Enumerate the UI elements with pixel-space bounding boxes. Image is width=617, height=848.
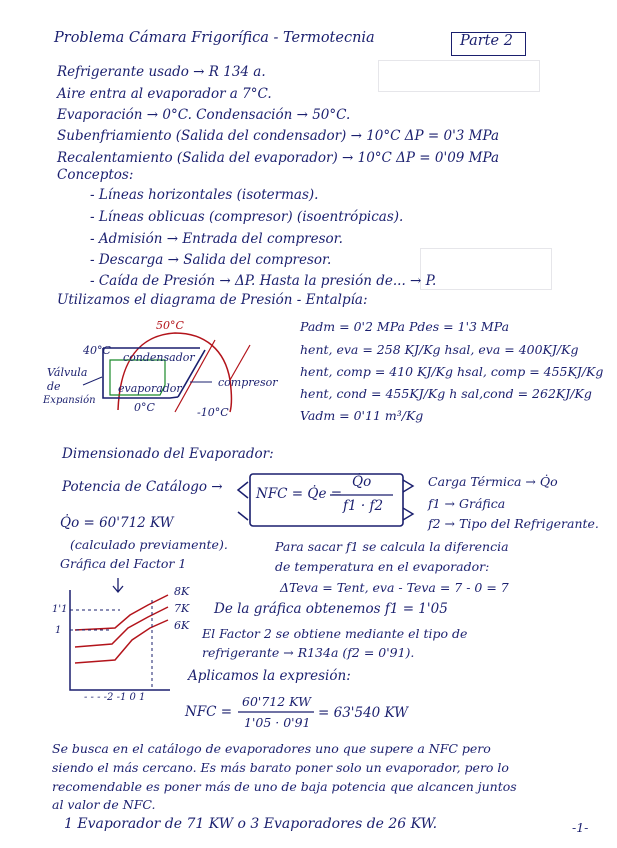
concepts-heading: Conceptos:: [57, 167, 134, 183]
explanation-line: De la gráfica obtenemos f1 = 1'05: [214, 601, 448, 617]
graph-title: Gráfica del Factor 1: [60, 556, 187, 571]
final-formula-denominator: 1'05 · 0'91: [244, 715, 311, 730]
enthalpy-comp: hent, comp = 410 KJ/Kg hsal, comp = 455KJ/Kg: [300, 364, 604, 379]
qo-note: (calculado previamente).: [70, 537, 228, 552]
explanation-line: ΔTeva = Tent, eva - Teva = 7 - 0 = 7: [280, 580, 509, 595]
superheat-line: Recalentamiento (Salida del evaporador) → 10°C ΔP = 0'09 MPa: [57, 150, 500, 166]
isotherm-line: [230, 345, 250, 380]
concept-item: - Descarga → Salida del compresor.: [90, 252, 332, 268]
diagram-intro: Utilizamos el diagrama de Presión - Entalpía:: [57, 292, 368, 308]
arrow-down-icon: [113, 578, 123, 592]
concept-item: - Líneas oblicuas (compresor) (isoentrópicas).: [90, 209, 404, 225]
section-title: Dimensionado del Evaporador:: [62, 446, 274, 462]
series-label-8k: 8K: [174, 585, 190, 598]
compresor-label: compresor: [218, 376, 278, 389]
conclusion-line: al valor de NFC.: [52, 797, 156, 812]
concept-item: - Líneas horizontales (isotermas).: [90, 187, 319, 203]
explanation-line: refrigerante → R134a (f2 = 0'91).: [202, 645, 415, 660]
concept-item: - Admisión → Entrada del compresor.: [90, 231, 343, 247]
legend-item: Carga Térmica → Q̇o: [428, 474, 558, 489]
t-low-label: -10°C: [197, 406, 229, 419]
evap-cond-line: Evaporación → 0°C. Condensación → 50°C.: [57, 107, 351, 123]
qo-value: Q̇o = 60'712 KW: [60, 515, 174, 531]
refrigerant-line: Refrigerante usado → R 134 a.: [57, 64, 266, 80]
condensador-label: condensador: [123, 351, 195, 364]
enthalpy-evap: hent, eva = 258 KJ/Kg hsal, eva = 400KJ/Kg: [300, 342, 579, 357]
specific-volume: Vadm = 0'11 m³/Kg: [300, 408, 424, 423]
formula-numerator: Q̇o: [352, 474, 372, 490]
air-inlet-line: Aire entra al evaporador a 7°C.: [57, 86, 272, 102]
y-tick-label: 1'1: [52, 604, 68, 615]
final-formula-result: = 63'540 KW: [318, 705, 409, 721]
explanation-line: Aplicamos la expresión:: [188, 668, 351, 684]
final-formula-lhs: NFC =: [185, 704, 233, 720]
page-number: -1-: [572, 820, 589, 835]
final-formula-numerator: 60'712 KW: [242, 694, 311, 709]
t-evap-label: 0°C: [134, 401, 155, 414]
conclusion-line: recomendable es poner más de uno de baja potencia que alcancen juntos: [52, 779, 517, 794]
legend-item: f2 → Tipo del Refrigerante.: [428, 516, 599, 531]
explanation-line: Para sacar f1 se calcula la diferencia: [275, 539, 509, 554]
subcooling-line: Subenfriamiento (Salida del condensador) → 10°C ΔP = 0'3 MPa: [57, 128, 500, 144]
formula-lhs: NFC = Q̇e =: [256, 486, 343, 502]
curve-6k: [75, 620, 168, 663]
enthalpy-cond: hent, cond = 455KJ/Kg h sal,cond = 262KJ/Kg: [300, 386, 592, 401]
conclusion-line: Se busca en el catálogo de evaporadores uno que supere a NFC pero: [52, 741, 491, 756]
valve-label-1: Válvula: [47, 366, 88, 379]
part-label: Parte 2: [460, 33, 513, 49]
formula-denominator: f1 · f2: [343, 498, 384, 514]
y-tick-label: 1: [55, 625, 62, 636]
concept-item: - Caída de Presión → ΔP. Hasta la presión de... → P.: [90, 273, 437, 289]
x-tick-labels: - - - -2 -1 0 1: [84, 692, 146, 703]
factor-graph-axes: [70, 590, 170, 690]
conclusion-line: siendo el más cercano. Es más barato poner solo un evaporador, pero lo: [52, 760, 509, 775]
pressure-values: Padm = 0'2 MPa Pdes = 1'3 MPa: [300, 319, 510, 334]
explanation-line: de temperatura en el evaporador:: [275, 559, 490, 574]
curve-8k: [75, 595, 168, 630]
explanation-line: El Factor 2 se obtiene mediante el tipo de: [202, 626, 468, 641]
series-label-7k: 7K: [174, 602, 190, 615]
valve-label-3: Expansión: [43, 395, 96, 406]
final-answer: 1 Evaporador de 71 KW o 3 Evaporadores de 26 KW.: [64, 816, 438, 832]
series-label-6k: 6K: [174, 619, 190, 632]
evaporador-label: evaporador: [118, 382, 182, 395]
valve-label-2: de: [47, 380, 61, 393]
legend-item: f1 → Gráfica: [428, 496, 506, 511]
formula-left-label: Potencia de Catálogo →: [62, 479, 223, 495]
t-hot-label: 40°C: [83, 344, 111, 357]
page-title: Problema Cámara Frigorífica - Termotecnia: [54, 30, 375, 46]
t-cond-label: 50°C: [156, 319, 184, 332]
